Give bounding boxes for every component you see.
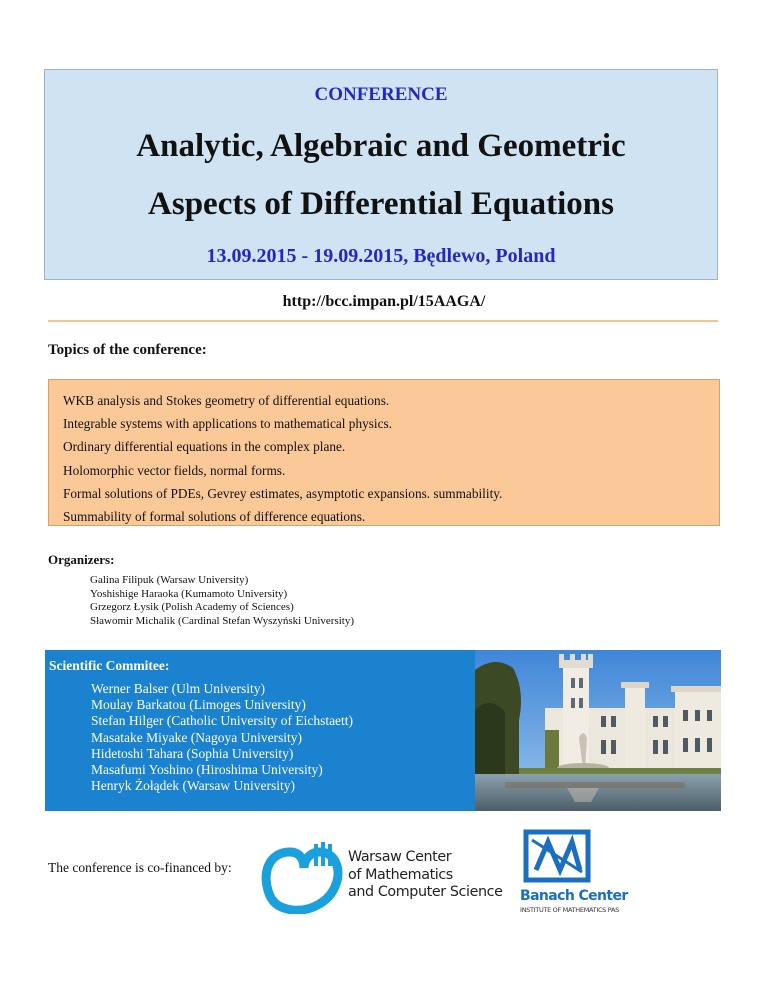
topic-item: Summability of formal solutions of difference equations. [63, 509, 366, 525]
topic-item: Holomorphic vector fields, normal forms. [63, 462, 286, 478]
organizer-item: Yoshishige Haraoka (Kumamoto University) [90, 587, 288, 600]
committee-heading: Scientific Commitee: [49, 658, 170, 673]
topics-heading: Topics of the conference: [48, 342, 207, 358]
wcm-line: Warsaw Center [348, 849, 452, 865]
wcm-text [348, 849, 502, 902]
banach-logo-icon [520, 826, 594, 886]
wcm-logo-icon [260, 838, 344, 914]
organizer-item: Grzegorz Łysik (Polish Academy of Sciences) [90, 601, 294, 614]
organizers-list [90, 574, 354, 628]
header-box [44, 69, 718, 280]
committee-box [45, 650, 475, 811]
wcm-line: of Mathematics [348, 866, 453, 883]
dates-location: 13.09.2015 - 19.09.2015, Będlewo, Poland [206, 245, 556, 267]
organizer-item: Sławomir Michalik (Cardinal Stefan Wyszyński University) [90, 614, 355, 627]
organizers-heading: Organizers: [48, 552, 115, 567]
committee-member: Moulay Barkatou (Limoges University) [91, 697, 306, 713]
wcm-line: and Computer Science [348, 884, 503, 900]
committee-member: Stefan Hilger (Catholic University of Eichstaett) [91, 713, 354, 729]
conference-kicker: CONFERENCE [314, 84, 448, 105]
committee-member: Hidetoshi Tahara (Sophia University) [91, 745, 294, 761]
banach-subtitle: INSTITUTE OF MATHEMATICS PAS [520, 906, 619, 914]
topic-item: Integrable systems with applications to mathematical physics. [63, 416, 393, 432]
palace-photo [475, 650, 721, 811]
topic-item: Ordinary differential equations in the complex plane. [63, 439, 346, 455]
committee-member: Henryk Żołądek (Warsaw University) [91, 778, 295, 794]
organizer-item: Galina Filipuk (Warsaw University) [90, 574, 249, 586]
conference-url[interactable]: http://bcc.impan.pl/15AAGA/ [282, 293, 486, 310]
cofinanced-label: The conference is co-financed by: [48, 860, 232, 875]
committee-list [91, 681, 353, 794]
divider [48, 320, 718, 322]
topics-box [48, 379, 720, 526]
committee-member: Masafumi Yoshino (Hiroshima University) [91, 762, 323, 778]
title-line-1: Analytic, Algebraic and Geometric [136, 128, 626, 164]
committee-member: Werner Balser (Ulm University) [91, 681, 265, 696]
topic-item: WKB analysis and Stokes geometry of differential equations. [63, 393, 390, 408]
banach-name: Banach Center [520, 888, 628, 904]
topic-item: Formal solutions of PDEs, Gevrey estimates, asymptotic expansions. summability. [63, 485, 503, 501]
committee-member: Masatake Miyake (Nagoya University) [91, 729, 303, 745]
title-line-2: Aspects of Differential Equations [148, 186, 614, 222]
